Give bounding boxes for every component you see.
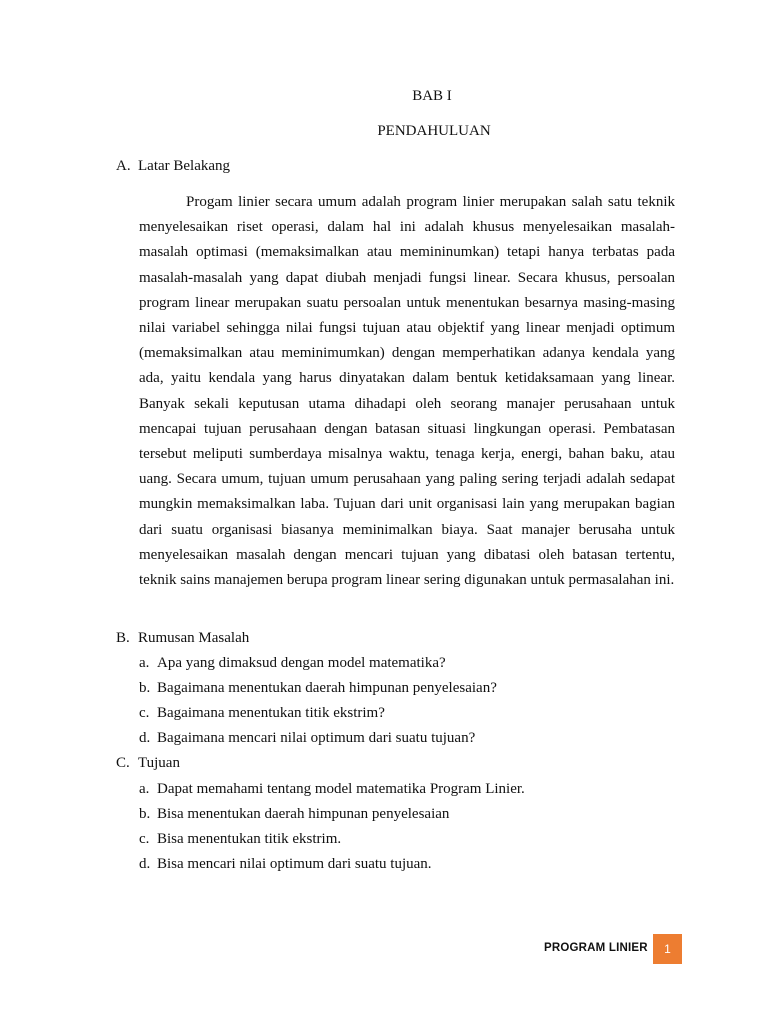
list-item-text: Bagaimana menentukan daerah himpunan penyelesaian?	[157, 680, 497, 696]
list-item-text: Bagaimana mencari nilai optimum dari suatu tujuan?	[157, 730, 476, 746]
list-item-label: d.	[139, 730, 151, 746]
list-item-text: Bisa mencari nilai optimum dari suatu tujuan.	[157, 856, 432, 872]
section-b-heading	[116, 629, 249, 647]
list-item-text: Dapat memahami tentang model matematika Program Linier.	[157, 781, 525, 797]
list-item-label: a.	[139, 655, 150, 671]
section-c-letter: C.	[116, 755, 130, 771]
section-b-letter: B.	[116, 630, 130, 646]
page-number-badge: 1	[653, 934, 682, 964]
list-item-text: Apa yang dimaksud dengan model matematika?	[157, 655, 446, 671]
list-item-label: b.	[139, 680, 151, 696]
section-a-letter: A.	[116, 158, 131, 174]
list-item	[139, 855, 432, 873]
list-item	[139, 780, 525, 798]
list-item-text: Bagaimana menentukan titik ekstrim?	[157, 705, 385, 721]
list-item-label: c.	[139, 831, 150, 847]
footer-label: PROGRAM LINIER	[544, 942, 648, 954]
list-item	[139, 805, 449, 823]
list-item-label: b.	[139, 806, 151, 822]
section-a-title: Latar Belakang	[138, 158, 231, 174]
list-item	[139, 830, 341, 848]
list-item-label: c.	[139, 705, 150, 721]
list-item	[139, 729, 475, 747]
section-a-heading	[116, 157, 230, 175]
section-b-title: Rumusan Masalah	[138, 630, 250, 646]
list-item-label: a.	[139, 781, 150, 797]
list-item	[139, 704, 385, 722]
background-paragraph: Progam linier secara umum adalah program linier merupakan salah satu teknik menyelesaikan riset operasi, dalam hal ini adalah khusus menyelesaikan masalah-masalah optimasi (memaksimalkan atau memininumkan) tetapi hanya terbatas pada masalah-masalah yang dapat diubah menjadi fungsi linear. Secara khusus, persoalan program linear merupakan suatu persoalan untuk menentukan besarnya masing-masing nilai variabel sehingga nilai fungsi tujuan atau objektif yang linear menjadi optimum (memaksimalkan atau meminimumkan) dengan memperhatikan adanya kendala yang ada, yaitu kendala yang harus dinyatakan dalam bentuk ketidaksamaan yang linear. Banyak sekali keputusan utama dihadapi oleh seorang manajer perusahaan untuk mencapai tujuan perusahaan dengan batasan situasi lingkungan operasi. Pembatasan tersebut meliputi sumberdaya misalnya waktu, tenaga kerja, energi, bahan baku, atau uang. Secara umum, tujuan umum perusahaan yang paling sering terjadi adalah sedapat mungkin memaksimalkan laba. Tujuan dari unit organisasi lain yang merupakan bagian dari suatu organisasi biasanya meminimalkan biaya. Saat manajer berusaha untuk menyelesaikan masalah dengan mencari tujuan yang dibatasi oleh batasan tertentu, teknik sains manajemen berupa program linear sering digunakan untuk permasalahan ini.	[139, 194, 675, 589]
list-item-text: Bisa menentukan daerah himpunan penyelesaian	[157, 806, 450, 822]
chapter-heading: BAB I	[412, 88, 452, 104]
list-item-label: d.	[139, 856, 151, 872]
list-item-text: Bisa menentukan titik ekstrim.	[157, 831, 342, 847]
section-c-heading	[116, 754, 180, 772]
section-c-title: Tujuan	[138, 755, 180, 771]
page-title: PENDAHULUAN	[377, 123, 491, 139]
list-item	[139, 654, 446, 672]
list-item	[139, 679, 497, 697]
